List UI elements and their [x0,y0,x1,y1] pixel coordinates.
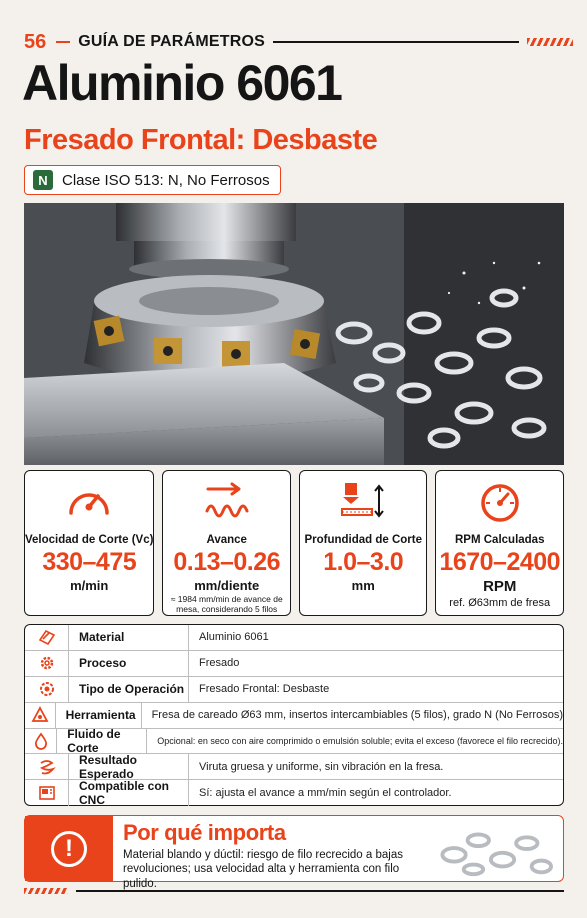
iso-class-label: Clase ISO 513: N, No Ferrosos [62,171,270,189]
depth-of-cut-card [299,470,428,616]
header-dash [56,41,70,43]
footer-bar [24,886,564,896]
iso-class-badge [24,165,281,195]
row-value: Fresado [199,657,240,670]
feed-wave-icon [204,481,250,521]
cnc-machine-icon [25,780,69,806]
process-gear-icon [25,651,69,676]
guide-label: GUÍA DE PARÁMETROS [78,33,265,50]
card-unit: RPM [483,578,517,595]
insert-tool-icon [25,703,56,728]
row-value: Fresa de careado Ø63 mm, insertos intercambiables (5 filos), grado N (No Ferrosos) [151,709,563,722]
row-value: Sí: ajusta el avance a mm/min según el controlador. [199,787,452,800]
row-value: Fresado Frontal: Desbaste [199,683,330,696]
card-label: Velocidad de Corte (Vc) [25,534,154,546]
row-key: Tipo de Operación [69,677,189,702]
exclamation-panel [25,816,113,881]
row-value: Aluminio 6061 [199,631,269,644]
row-key: Herramienta [56,703,142,728]
card-label: Profundidad de Corte [304,534,422,546]
table-row [25,754,563,780]
aluminium-chips-illustration [413,816,563,881]
header-rule [273,41,519,43]
why-title: Por qué importa [123,820,286,845]
material-icon [25,625,69,650]
table-row [25,703,563,729]
table-row [25,625,563,651]
table-row [25,651,563,677]
card-unit: mm/diente [194,578,260,593]
card-value: 330–475 [42,548,137,576]
page-number: 56 [24,30,47,53]
face-mill-photo [24,203,564,465]
card-note: ref. Ø63mm de fresa [449,597,551,609]
cutting-speed-card [24,470,154,616]
header-bar [24,30,573,54]
row-key: Proceso [69,651,189,676]
row-value: Opcional: en seco con aire comprimido o emulsión soluble; evita el exceso (favorece el filo recrecido). [157,736,563,746]
iso-letter-icon: N [33,170,53,190]
rpm-gauge-icon [477,481,523,521]
row-key: Fluido de Corte [57,729,147,754]
exclamation-icon: ! [51,831,87,867]
operation-gear-icon [25,677,69,702]
card-unit: mm [351,578,375,593]
page-subtitle: Fresado Frontal: Desbaste [24,124,378,156]
page-title: Aluminio 6061 [22,55,342,111]
table-row [25,677,563,703]
chip-curl-icon [25,754,69,779]
table-row [25,780,563,806]
card-label: RPM Calculadas [455,534,545,546]
card-value: 1.0–3.0 [323,548,404,576]
row-key: Material [69,625,189,650]
why-text: Material blando y dúctil: riesgo de filo recrecido a bajas revoluciones; usa velocidad alta y herramienta con filo pulido. [123,849,403,890]
footer-hatch [24,888,68,894]
card-unit: m/min [70,578,109,593]
card-value: 0.13–0.26 [173,548,281,576]
card-note: ≈ 1984 mm/min de avance de mesa, considerando 5 filos [170,594,283,614]
table-row [25,729,563,755]
face-mill-illustration [24,203,564,465]
depth-of-cut-icon [340,481,386,521]
row-key: Compatible con CNC [69,780,189,806]
why-it-matters-box [24,815,564,890]
header-hatch [527,38,573,46]
parameter-cards [24,470,564,616]
speedometer-icon [66,481,112,521]
parameter-table [24,624,564,806]
row-value: Viruta gruesa y uniforme, sin vibración en la fresa. [199,760,444,773]
rpm-card [435,470,564,616]
feed-card [162,470,291,616]
card-label: Avance [206,534,247,546]
row-key: Resultado Esperado [69,754,189,779]
droplet-icon [25,729,57,754]
footer-rule [76,890,564,892]
card-value: 1670–2400 [439,548,561,576]
